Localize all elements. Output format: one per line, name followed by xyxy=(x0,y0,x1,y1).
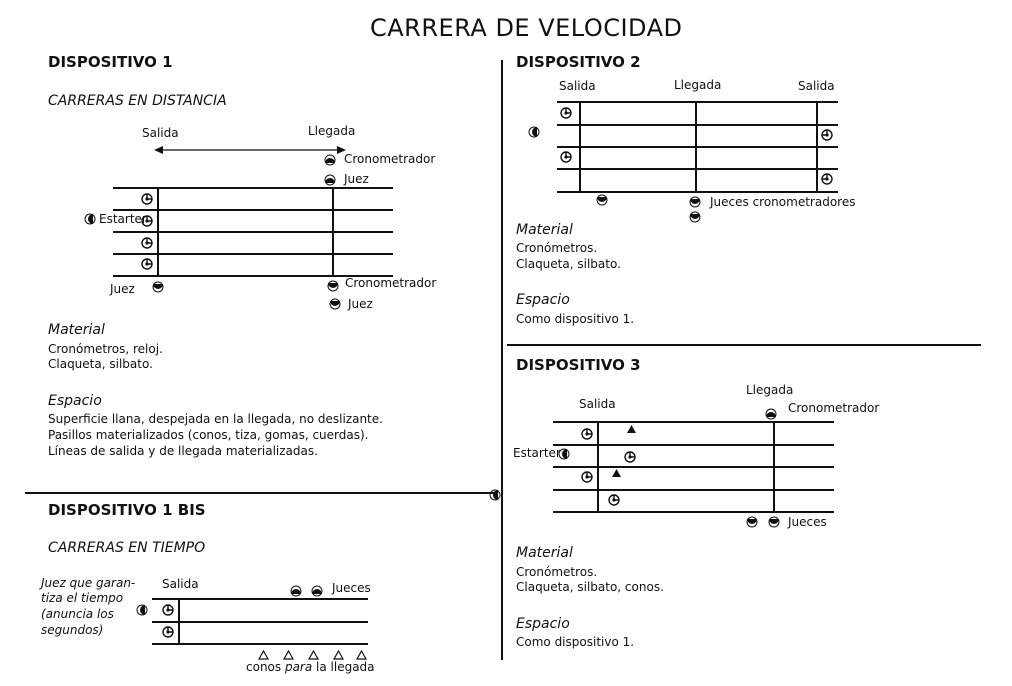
d1-cronometrador-bottom: Cronometrador xyxy=(345,276,437,290)
d3-lane-line xyxy=(553,466,834,468)
official-icon xyxy=(767,515,781,529)
d1bis-conos-note xyxy=(246,661,375,673)
d1-espacio-line: Líneas de salida y de llegada materializadas. xyxy=(48,444,318,458)
double-arrow-icon xyxy=(154,143,346,157)
d3-material-line: Cronómetros. xyxy=(516,565,598,579)
d1-start-line xyxy=(157,187,159,276)
d2-llegada: Llegada xyxy=(674,78,722,92)
d2-salida-right: Salida xyxy=(798,79,835,93)
d2-lane-line xyxy=(557,101,838,103)
official-icon xyxy=(595,193,609,207)
d1-juez-bottom: Juez xyxy=(110,282,135,296)
cone-icon xyxy=(258,650,269,660)
runner-icon xyxy=(580,427,594,441)
d1bis-jueces-label: Jueces xyxy=(332,581,371,595)
d2-material-line: Cronómetros. xyxy=(516,241,598,255)
runner-icon xyxy=(161,625,175,639)
d1-starter-label: Estarter xyxy=(99,212,147,226)
d3-lane-line xyxy=(553,421,834,423)
d1-juez-top: Juez xyxy=(344,172,369,186)
d1bis-conos-word: conos xyxy=(246,660,285,674)
d1bis-juez-note-line: Juez que garan- xyxy=(41,576,136,590)
d2-lane-line xyxy=(557,168,838,170)
d2-lane-line xyxy=(557,124,838,126)
d1-lane-line xyxy=(113,209,393,211)
d2-heading: DISPOSITIVO 2 xyxy=(516,53,641,71)
d2-finish-line xyxy=(695,101,697,192)
d3-lane-line xyxy=(553,489,834,491)
d3-jueces-label: Jueces xyxy=(788,515,827,529)
horizontal-divider-left xyxy=(25,492,495,494)
d1bis-juez-note-line: (anuncia los xyxy=(41,607,114,621)
d1-finish-line xyxy=(332,187,334,276)
d3-espacio-line: Como dispositivo 1. xyxy=(516,635,635,649)
runner-icon xyxy=(140,257,154,271)
d1bis-juez-note-line: segundos) xyxy=(41,623,104,637)
runner-icon xyxy=(140,236,154,250)
d1-lane-line xyxy=(113,253,393,255)
d1-espacio-line: Pasillos materializados (conos, tiza, gomas, cuerdas). xyxy=(48,428,369,442)
official-icon xyxy=(764,407,778,421)
d1-juez-bottom-right: Juez xyxy=(348,297,373,311)
cone-icon xyxy=(611,468,622,478)
d3-llegada-label: Llegada xyxy=(746,383,794,397)
official-icon xyxy=(310,584,324,598)
cone-icon xyxy=(356,650,367,660)
page-title: CARRERA DE VELOCIDAD xyxy=(370,14,683,42)
d1bis-start-line xyxy=(178,598,180,644)
runner-icon xyxy=(580,470,594,484)
official-icon xyxy=(328,297,342,311)
d3-finish-line xyxy=(773,421,775,512)
official-icon xyxy=(151,280,165,294)
d1bis-salida-label: Salida xyxy=(162,577,199,591)
runner-icon xyxy=(140,192,154,206)
d1-lane-line xyxy=(113,231,393,233)
cone-icon xyxy=(333,650,344,660)
d2-material-title: Material xyxy=(516,222,573,238)
official-icon xyxy=(745,515,759,529)
d1-material-line: Cronómetros, reloj. xyxy=(48,342,163,356)
official-icon xyxy=(688,195,702,209)
d3-lane-line xyxy=(553,511,834,513)
d2-material-line: Claqueta, silbato. xyxy=(516,257,621,271)
d2-espacio-title: Espacio xyxy=(516,292,570,308)
d1-salida-label: Salida xyxy=(142,126,179,140)
official-icon xyxy=(323,173,337,187)
d1-cronometrador-top: Cronometrador xyxy=(344,152,436,166)
official-icon xyxy=(688,210,702,224)
d2-salida-left: Salida xyxy=(559,79,596,93)
d1bis-lane-line xyxy=(152,621,368,623)
d1-espacio-title: Espacio xyxy=(48,393,102,409)
official-icon xyxy=(135,603,149,617)
runner-icon xyxy=(820,128,834,142)
official-icon xyxy=(326,279,340,293)
runner-icon xyxy=(559,106,573,120)
cone-icon xyxy=(283,650,294,660)
d3-espacio-title: Espacio xyxy=(516,616,570,632)
d1-lane-line xyxy=(113,187,393,189)
runner-icon xyxy=(161,603,175,617)
official-icon xyxy=(488,488,502,502)
d3-cronometrador-label: Cronometrador xyxy=(788,401,880,415)
d1bis-conos-rest: la llegada xyxy=(312,660,375,674)
official-icon xyxy=(289,584,303,598)
d1bis-lane-line xyxy=(152,598,368,600)
official-icon xyxy=(557,447,571,461)
official-icon xyxy=(83,212,97,226)
d2-espacio-line: Como dispositivo 1. xyxy=(516,312,635,326)
d1-material-title: Material xyxy=(48,322,105,338)
runner-icon xyxy=(623,450,637,464)
d1-llegada-label: Llegada xyxy=(308,124,356,138)
runner-icon xyxy=(559,150,573,164)
vertical-divider xyxy=(501,60,503,660)
official-icon xyxy=(323,153,337,167)
d3-salida-label: Salida xyxy=(579,397,616,411)
d1bis-heading: DISPOSITIVO 1 BIS xyxy=(48,501,206,519)
d1bis-lane-line xyxy=(152,643,368,645)
d3-start-line xyxy=(597,421,599,512)
cone-icon xyxy=(308,650,319,660)
runner-icon xyxy=(820,172,834,186)
horizontal-divider-right xyxy=(507,344,981,346)
d3-material-line: Claqueta, silbato, conos. xyxy=(516,580,664,594)
d1bis-conos-para: para xyxy=(284,660,313,674)
d3-heading: DISPOSITIVO 3 xyxy=(516,356,641,374)
d1bis-juez-note-line: tiza el tiempo xyxy=(41,591,124,605)
d3-material-title: Material xyxy=(516,545,573,561)
d2-start-line-right xyxy=(816,101,818,192)
d1-espacio-line: Superficie llana, despejada en la llegada, no deslizante. xyxy=(48,412,383,426)
d1-heading: DISPOSITIVO 1 xyxy=(48,53,173,71)
d2-start-line-left xyxy=(579,101,581,192)
official-icon xyxy=(527,125,541,139)
d3-lane-line xyxy=(553,444,834,446)
d1bis-subtitle: CARRERAS EN TIEMPO xyxy=(48,540,206,556)
d3-starter-label: Estarter xyxy=(513,446,561,460)
d2-lane-line xyxy=(557,146,838,148)
runner-icon xyxy=(607,493,621,507)
cone-icon xyxy=(626,424,637,434)
d2-jueces-label: Jueces cronometradores xyxy=(710,195,856,209)
d1-subtitle: CARRERAS EN DISTANCIA xyxy=(48,93,227,109)
d1-material-line: Claqueta, silbato. xyxy=(48,357,153,371)
